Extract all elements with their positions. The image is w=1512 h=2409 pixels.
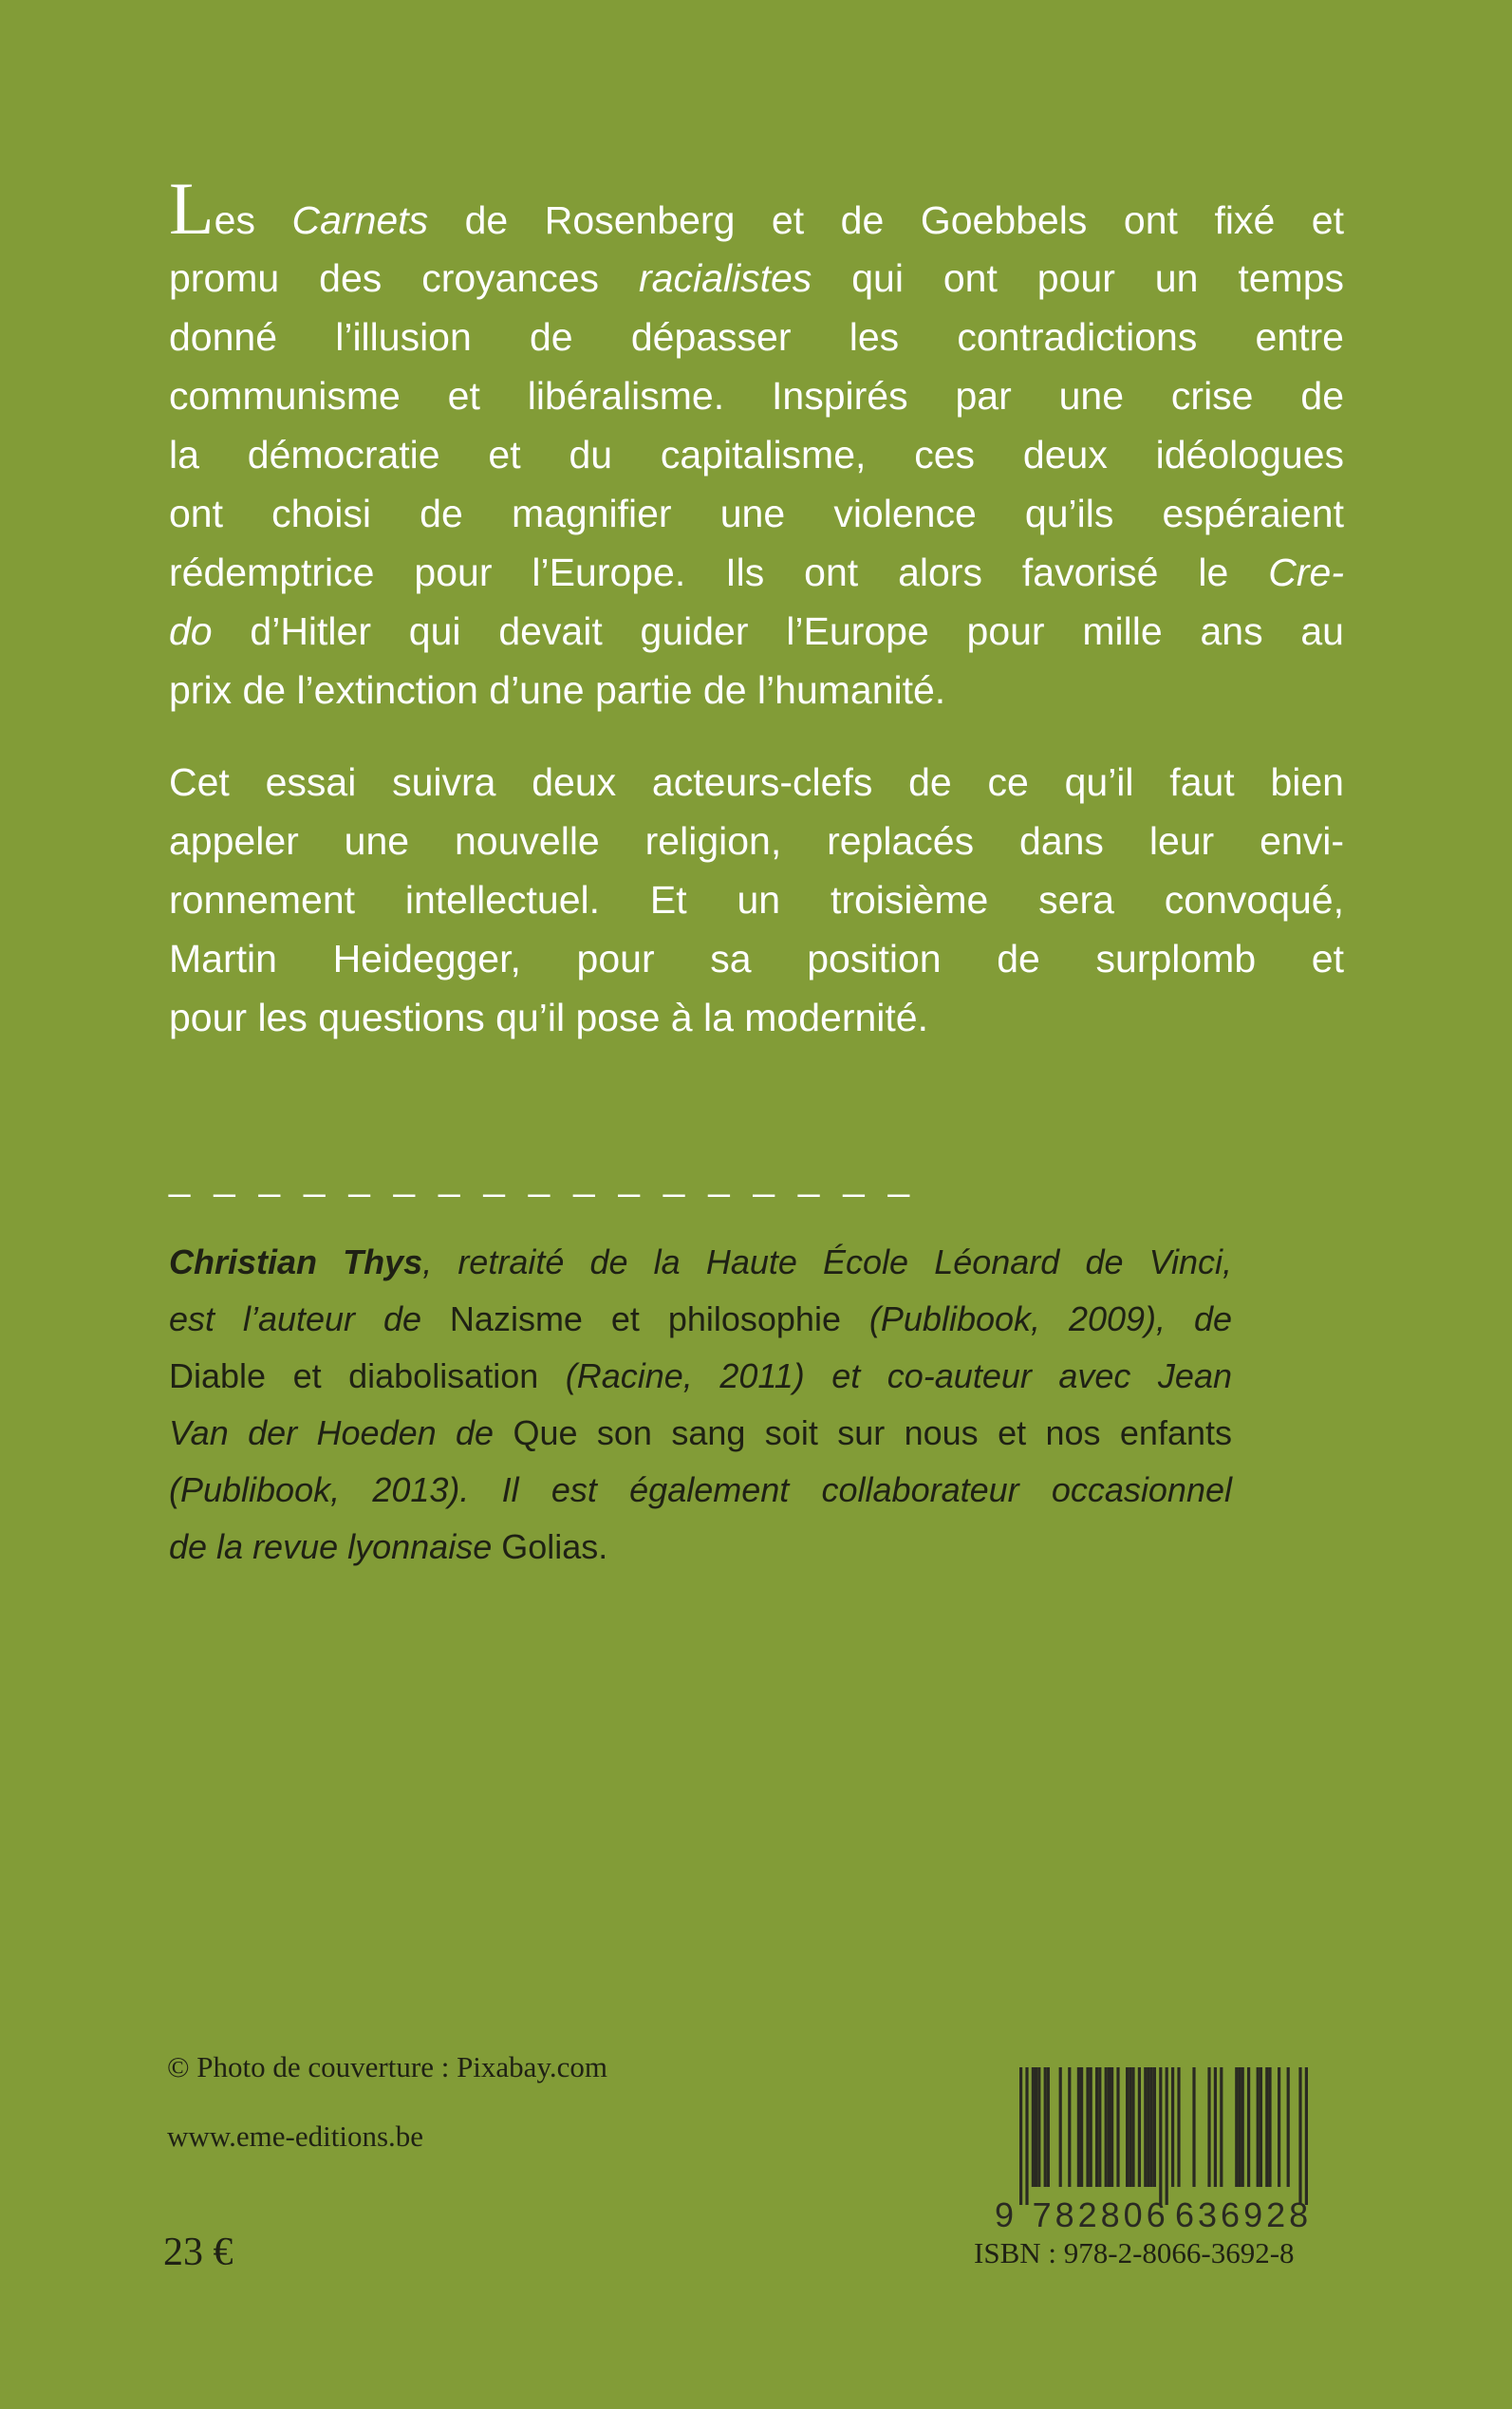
barcode-bar: [1287, 2067, 1290, 2187]
barcode-bar: [1129, 2067, 1131, 2187]
text-run: de Rosenberg et de Goebbels ont fixé et: [428, 198, 1344, 242]
text-run: donné l’illusion de dépasser les contradictions entre: [169, 315, 1344, 359]
divider: _ _ _ _ _ _ _ _ _ _ _ _ _ _ _ _ _: [169, 1156, 916, 1198]
text-line: [169, 1291, 1232, 1348]
barcode-bar: [1116, 2067, 1119, 2187]
barcode-bar: [1131, 2067, 1134, 2187]
barcode-bar: [1144, 2067, 1147, 2187]
barcode-bar: [1260, 2067, 1262, 2187]
text-line: [169, 1405, 1232, 1462]
text-run: , retraité de la Haute École Léonard de Vinci,: [422, 1242, 1232, 1281]
text-line: [169, 366, 1344, 425]
barcode-bar: [1126, 2067, 1129, 2187]
barcode-bar: [1025, 2067, 1028, 2205]
text-line: [169, 249, 1344, 308]
barcode-bar: [1047, 2067, 1050, 2187]
text-line: [169, 543, 1344, 602]
blurb-paragraph-1: [169, 167, 1344, 719]
barcode-bar: [1241, 2067, 1244, 2187]
text-line: [169, 812, 1344, 870]
barcode-bar: [1098, 2067, 1101, 2187]
barcode-bar: [1068, 2067, 1071, 2187]
text-line: [169, 929, 1344, 988]
text-line: [169, 484, 1344, 543]
text-run: appeler une nouvelle religion, replacés dans leur envi-: [169, 819, 1344, 863]
barcode-bar: [1035, 2067, 1037, 2187]
barcode-bar: [1037, 2067, 1040, 2187]
emphasized-text: Nazisme et philosophie: [449, 1299, 841, 1338]
barcode-bar: [1278, 2067, 1280, 2187]
barcode-bar: [1080, 2067, 1083, 2187]
barcode-bar: [1257, 2067, 1260, 2187]
barcode-bar: [1153, 2067, 1156, 2187]
author-bio: [169, 1234, 1232, 1576]
text-line: [169, 167, 1344, 250]
publisher-url: www.eme-editions.be: [167, 2120, 424, 2153]
barcode-bar: [1159, 2067, 1162, 2205]
emphasized-text: Carnets: [291, 198, 429, 242]
text-run: pour les questions qu’il pose à la modernité.: [169, 996, 928, 1039]
text-line: [169, 602, 1344, 661]
blurb-paragraph-2: [169, 753, 1344, 1047]
text-line: [169, 425, 1344, 484]
text-run: rédemptrice pour l’Europe. Ils ont alors favorisé le: [169, 551, 1269, 594]
text-run: Cet essai suivra deux acteurs-clefs de ce qu’il faut bien: [169, 760, 1344, 804]
barcode-bar: [1247, 2067, 1250, 2187]
barcode-digits: 9: [995, 2195, 1015, 2234]
text-line: [169, 988, 1344, 1047]
text-line: [169, 753, 1344, 812]
text-run: communisme et libéralisme. Inspirés par une crise de: [169, 374, 1344, 418]
photo-credit: © Photo de couverture : Pixabay.com: [167, 2050, 608, 2083]
text-line: [169, 1519, 1232, 1576]
text-run: (Racine, 2011) et co-auteur avec Jean: [538, 1356, 1232, 1395]
emphasized-text: Christian Thys: [169, 1242, 423, 1281]
text-run: prix de l’extinction d’une partie de l’humanité.: [169, 668, 946, 712]
barcode-bar: [1032, 2067, 1035, 2187]
text-run: est l’auteur de: [169, 1299, 450, 1338]
text-run: es: [214, 198, 292, 242]
barcode-bar: [1265, 2067, 1268, 2187]
barcode-bar: [1220, 2067, 1223, 2187]
barcode-bar: [1111, 2067, 1113, 2187]
barcode-bar: [1044, 2067, 1047, 2187]
text-line: [169, 308, 1344, 366]
text-line: [169, 1234, 1232, 1291]
barcode-bar: [1192, 2067, 1195, 2187]
text-line: [169, 1462, 1232, 1519]
text-run: promu des croyances: [169, 256, 639, 300]
barcode-bar: [1090, 2067, 1092, 2187]
text-run: la démocratie et du capitalisme, ces deux idéologues: [169, 433, 1344, 476]
barcode: [987, 2067, 1319, 2238]
text-run: de la revue lyonnaise: [169, 1527, 502, 1566]
text-run: (Publibook, 2013). Il est également collaborateur occasionnel: [169, 1470, 1232, 1509]
emphasized-text: do: [169, 609, 213, 653]
barcode-bar: [1166, 2067, 1168, 2205]
barcode-digits: 782806: [1032, 2195, 1169, 2234]
isbn: ISBN : 978-2-8066-3692-8: [974, 2236, 1295, 2269]
emphasized-text: racialistes: [639, 256, 812, 300]
barcode-bar: [1147, 2067, 1149, 2187]
emphasized-text: Diable et diabolisation: [169, 1356, 539, 1395]
text-run: ont choisi de magnifier une violence qu’ils espéraient: [169, 492, 1344, 535]
barcode-bar: [1238, 2067, 1241, 2187]
text-run: (Publibook, 2009), de: [840, 1299, 1232, 1338]
text-run: Martin Heidegger, pour sa position de surplomb et: [169, 937, 1344, 980]
text-line: [169, 870, 1344, 929]
barcode-bar: [1235, 2067, 1238, 2187]
barcode-bar: [1105, 2067, 1108, 2187]
text-line: [169, 661, 1344, 719]
text-run: ronnement intellectuel. Et un troisième sera convoqué,: [169, 878, 1344, 922]
barcode-digits: 636928: [1175, 2195, 1313, 2234]
barcode-bar: [1086, 2067, 1089, 2187]
price: 23 €: [163, 2231, 233, 2274]
barcode-bar: [1077, 2067, 1080, 2187]
barcode-bar: [1138, 2067, 1141, 2187]
barcode-bar: [1298, 2067, 1301, 2205]
barcode-bar: [1150, 2067, 1153, 2187]
barcode-bar: [1214, 2067, 1217, 2187]
barcode-bar: [1059, 2067, 1062, 2187]
barcode-bar: [1268, 2067, 1271, 2187]
text-line: [169, 1348, 1232, 1405]
emphasized-text: Cre-: [1268, 551, 1344, 594]
drop-cap: L: [169, 167, 215, 250]
text-run: qui ont pour un temps: [812, 256, 1344, 300]
text-run: Van der Hoeden de: [169, 1413, 513, 1452]
barcode-bar: [1207, 2067, 1210, 2187]
text-run: d’Hitler qui devait guider l’Europe pour mille ans au: [212, 609, 1344, 653]
barcode-bar: [1177, 2067, 1180, 2187]
barcode-bar: [1095, 2067, 1098, 2187]
barcode-bar: [1019, 2067, 1022, 2205]
emphasized-text: Golias.: [501, 1527, 608, 1566]
barcode-bar: [1108, 2067, 1111, 2187]
barcode-bar: [1171, 2067, 1174, 2187]
barcode-bar: [1305, 2067, 1308, 2205]
emphasized-text: Que son sang soit sur nous et nos enfants: [513, 1413, 1233, 1452]
